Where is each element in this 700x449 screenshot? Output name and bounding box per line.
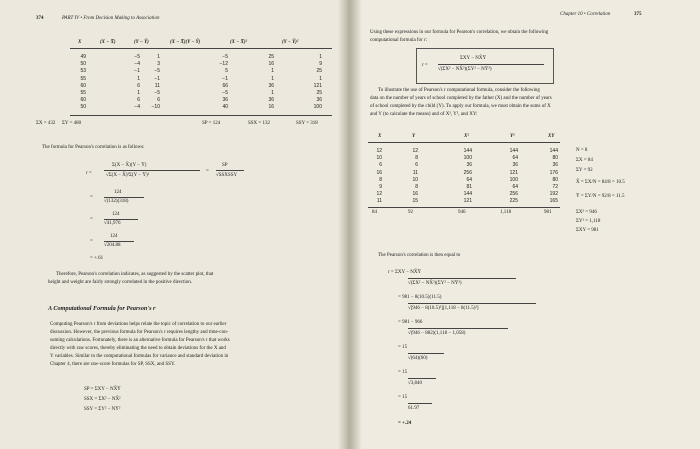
work-result: = +.24	[398, 421, 412, 426]
calc-mean-y: Ȳ = ΣY/N = 92/8 = 11.5	[576, 194, 625, 199]
right-cell-x2: 81	[466, 184, 472, 191]
right-cell-x: 10	[376, 155, 382, 162]
left-cell-dx2: 1	[271, 68, 274, 75]
left-sum-x: ΣX = 432	[36, 121, 56, 126]
left-cell-dx: −5	[134, 54, 140, 60]
step-2-eq: =	[90, 217, 93, 222]
right-total-xy: 981	[544, 210, 552, 215]
work-line-8: √(64)(60)	[408, 356, 428, 361]
left-cell-dy: −1	[154, 75, 160, 82]
right-cell-y: 6	[415, 162, 418, 169]
left-cell-dy2: 1	[319, 75, 322, 82]
calc-sum-xy: ΣXY = 981	[576, 228, 599, 233]
right-col-y	[404, 148, 418, 206]
left-table-header-dy: (Y − Ȳ)	[134, 40, 149, 45]
calc-mean-x: X̄ = ΣX/N = 84/8 = 10.5	[576, 180, 625, 185]
left-cell-prod: 5	[225, 68, 228, 75]
work-bar-3	[408, 328, 508, 329]
calc-sum-x: ΣX = 84	[576, 158, 593, 163]
right-cell-y2: 144	[509, 148, 518, 154]
left-cell-prod: 40	[222, 104, 228, 111]
left-table-rule-top	[70, 48, 332, 49]
step-3-bar	[104, 241, 134, 242]
conclusion-line-1: Therefore, Pearson's correlation indicates, as suggested by the scatter plot, that	[56, 272, 214, 277]
raw-formula-sp: SP = ΣXY − NX̄Ȳ	[84, 387, 121, 392]
right-running-head: Chapter 10 • Correlation	[560, 12, 611, 17]
step-1-den: √(132)(318)	[104, 199, 129, 204]
right-cell-x: 12	[376, 148, 382, 154]
right-cell-y2: 64	[512, 184, 518, 191]
left-cell-dx: 1	[137, 75, 140, 82]
left-cell-dy: −10	[151, 104, 160, 111]
left-cell-dx2: 1	[271, 90, 274, 97]
intro-line-2: computational formula for r:	[370, 38, 428, 43]
work-bar-4	[408, 353, 444, 354]
work-line-9: = 15	[398, 370, 408, 375]
step-2-num: 124	[112, 212, 120, 217]
work-line-3: = 981 − 8(10.5)(11.5)	[398, 295, 442, 300]
calc-n: N = 8	[576, 148, 588, 153]
left-running-head: PART IV • From Decision Making to Association	[62, 16, 160, 21]
left-cell-x: 60	[80, 82, 86, 89]
result-value: = +.61	[90, 256, 104, 261]
left-cell-dy: 11	[154, 82, 160, 89]
right-cell-x2: 256	[463, 169, 472, 176]
body-line-3: suming calculations. Fortunately, there is an alternative formula for Pearson's r that works	[50, 338, 230, 343]
right-cell-x: 9	[379, 184, 382, 191]
left-cell-prod: −5	[222, 90, 228, 97]
right-cell-x: 6	[379, 162, 382, 169]
right-cell-y: 10	[412, 176, 418, 183]
right-table-rule-top	[368, 142, 560, 143]
right-cell-xy: 80	[552, 176, 558, 183]
step-1-eq: =	[90, 195, 93, 200]
right-cell-xy: 36	[552, 162, 558, 169]
right-cell-y2: 225	[509, 198, 518, 205]
raw-formula-ssy: SSY = ΣY² − NȲ²	[84, 407, 121, 412]
right-total-y2: 1,118	[500, 210, 512, 215]
body-line-4: directly with raw scores, thereby eliminating the need to obtain deviations for the X and	[50, 346, 226, 351]
right-cell-y: 16	[412, 191, 418, 198]
formula-r-label: r =	[86, 171, 92, 176]
left-sum-ssx: SSX = 132	[248, 121, 270, 126]
right-cell-x2: 121	[463, 198, 472, 205]
step-1-bar	[104, 197, 144, 198]
right-cell-y2: 64	[512, 155, 518, 162]
step-1-num: 124	[114, 190, 122, 195]
left-cell-dy2: 100	[313, 104, 322, 111]
computational-formula-box	[416, 48, 554, 84]
left-cell-dy2: 121	[313, 82, 322, 89]
left-cell-prod: 36	[222, 97, 228, 104]
right-cell-xy: 176	[549, 169, 558, 176]
step-2-bar	[104, 219, 138, 220]
calc-sum-y2: ΣY² = 1,118	[576, 219, 601, 224]
left-cell-prod: −5	[222, 54, 228, 60]
left-cell-dx: 1	[137, 90, 140, 97]
right-cell-x2: 100	[463, 155, 472, 162]
step-3-den: √204.88	[104, 243, 121, 248]
illus-line-4: and Y (to calculate the means) and of X², Y², and XY:	[370, 112, 478, 117]
left-cell-dy2: 25	[316, 68, 322, 75]
right-cell-y: 8	[415, 184, 418, 191]
right-cell-xy: 144	[549, 148, 558, 154]
right-cell-y2: 256	[509, 191, 518, 198]
right-cell-y2: 36	[512, 162, 518, 169]
left-table-header-prod: (X − X̄)(Y − Ȳ)	[170, 40, 201, 45]
right-col-xy	[540, 148, 558, 206]
left-cell-dx2: 36	[268, 97, 274, 104]
raw-formula-ssx: SSX = ΣX² − NX̄²	[84, 397, 121, 402]
left-col-dy2	[308, 54, 322, 112]
right-cell-x: 16	[376, 169, 382, 176]
left-cell-dy: 6	[157, 97, 160, 104]
right-table-header-x2: X²	[464, 134, 469, 139]
left-cell-dy2: 9	[319, 61, 322, 68]
right-table-header-y2: Y²	[510, 134, 515, 139]
illus-line-2: data on the number of years of school completed by the father (X) and the number of years	[370, 96, 552, 101]
left-cell-dy2: 25	[316, 90, 322, 97]
illus-line-3: of school completed by the child (Y). To apply our formula, we must obtain the sums of X	[370, 104, 551, 109]
left-cell-dx2: 1	[271, 75, 274, 82]
box-formula-r: r =	[422, 63, 428, 68]
left-cell-dx: 6	[137, 82, 140, 89]
left-cell-x: 49	[80, 54, 86, 60]
formula-sp-bar	[216, 170, 244, 171]
left-table-header-x: X	[78, 40, 82, 45]
left-cell-dy: −5	[154, 90, 160, 97]
right-cell-xy: 80	[552, 155, 558, 162]
left-cell-x: 60	[80, 97, 86, 104]
left-col-dy	[146, 54, 160, 112]
left-cell-x: 53	[80, 68, 86, 75]
left-cell-dy: 3	[157, 61, 160, 68]
right-cell-x: 12	[376, 191, 382, 198]
box-formula-bar	[438, 64, 544, 65]
left-cell-dx2: 16	[268, 61, 274, 68]
formula-numerator: Σ(X − X̄)(Y − Ȳ)	[112, 163, 147, 168]
left-cell-dx: −4	[134, 61, 140, 68]
left-col-prod	[214, 54, 228, 112]
left-cell-prod: −1	[222, 75, 228, 82]
right-page	[350, 0, 700, 449]
left-table-header-dx2: (X − X̄)²	[230, 40, 248, 45]
right-cell-y2: 121	[509, 169, 518, 176]
left-cell-dx2: 16	[268, 104, 274, 111]
left-cell-prod: −12	[219, 61, 228, 68]
right-col-x2	[454, 148, 472, 206]
formula-sqrt-ss: √SSXSSY	[216, 173, 238, 178]
right-col-y2	[500, 148, 518, 206]
step-3-num: 124	[110, 234, 118, 239]
work-bar-6	[408, 403, 432, 404]
left-page-number: 374	[36, 16, 44, 21]
section-title: A Computational Formula for Pearson's r	[48, 305, 156, 312]
right-cell-xy: 72	[552, 184, 558, 191]
body-line-6: Chapter 4, there are raw-score formulas for SP, SSX, and SSY.	[50, 362, 176, 367]
right-cell-x2: 64	[466, 176, 472, 183]
book-gutter-shadow	[338, 0, 362, 449]
left-table-header-dy2: (Y − Ȳ)²	[282, 40, 299, 45]
right-col-x	[368, 148, 382, 206]
left-cell-dy2: 36	[316, 97, 322, 104]
right-cell-x2: 144	[463, 191, 472, 198]
left-cell-dx: −1	[134, 68, 140, 75]
right-total-x2: 946	[458, 210, 466, 215]
left-cell-dy2: 1	[319, 54, 322, 60]
work-bar-1	[408, 278, 516, 279]
box-formula-numerator: ΣXY − NX̄Ȳ	[460, 56, 487, 61]
conclusion-line-2: height and weight are fairly strongly correlated in the positive direction.	[48, 280, 192, 285]
body-line-5: Y variables. Similar to the computational formulas for variance and standard deviation in	[50, 354, 229, 359]
left-cell-x: 50	[80, 61, 86, 68]
right-table-header-x: X	[378, 134, 382, 139]
step-2-den: √41,976	[104, 221, 121, 226]
work-line-5: = 981 − 966	[398, 320, 423, 325]
left-sum-ssy: SSY = 318	[296, 121, 318, 126]
body-line-2: discussion. However, the previous formula for Pearson's r requires lengthy and time-con-	[50, 330, 229, 335]
formula-sp: SP	[222, 163, 228, 168]
work-line-12: 61.97	[408, 406, 420, 411]
left-cell-prod: 66	[222, 82, 228, 89]
left-cell-dx2: 36	[268, 82, 274, 89]
work-line-7: = 15	[398, 345, 408, 350]
formula-intro: The formula for Pearson's correlation is as follows:	[42, 145, 145, 150]
right-cell-x2: 144	[463, 148, 472, 154]
right-cell-y: 11	[412, 169, 418, 176]
work-line-2: √(ΣX² − NX̄²)(ΣY² − NȲ²)	[408, 281, 462, 286]
left-sum-y: ΣY = 480	[62, 121, 82, 126]
right-cell-x: 8	[379, 176, 382, 183]
right-cell-xy: 192	[549, 191, 558, 198]
illus-line-1: To illustrate the use of Pearson's r computational formula, consider the following	[378, 88, 540, 93]
corr-intro: The Pearson's correlation is then equal to	[378, 253, 461, 258]
body-line-1: Computing Pearson's r from deviations helps relate the topic of correlation to our earlier	[50, 322, 227, 327]
work-line-11: = 15	[398, 395, 408, 400]
left-page	[0, 0, 348, 449]
left-cell-x: 50	[80, 104, 86, 111]
left-table-header-dx: (X − X̄)	[100, 40, 116, 45]
left-col-x	[72, 54, 86, 112]
left-cell-dy: 1	[157, 54, 160, 60]
right-table-header-y: Y	[412, 134, 416, 139]
work-line-10: √3,840	[408, 381, 422, 386]
left-cell-x: 55	[80, 90, 86, 97]
left-cell-dx2: 25	[268, 54, 274, 60]
left-cell-dx: −4	[134, 104, 140, 111]
step-3-eq: =	[90, 239, 93, 244]
work-line-1: r = ΣXY − NX̄Ȳ	[388, 270, 422, 275]
right-cell-x: 11	[376, 198, 382, 205]
left-col-dx2	[260, 54, 274, 112]
box-formula-denominator: √(ΣX² − NX̄²)(ΣY² − NȲ²)	[438, 67, 492, 72]
right-cell-y: 12	[412, 148, 418, 154]
left-sum-sp: SP = 124	[202, 121, 221, 126]
work-line-6: √(946 − 882)(1,118 − 1,058)	[408, 331, 466, 336]
right-page-number: 375	[634, 12, 642, 17]
formula-denominator: √Σ(X − X̄)²Σ(Y − Ȳ)²	[106, 173, 150, 178]
formula-equals: =	[206, 169, 209, 174]
left-cell-x: 55	[80, 75, 86, 82]
left-cell-dx: 6	[137, 97, 140, 104]
right-cell-y: 8	[415, 155, 418, 162]
right-cell-xy: 165	[549, 198, 558, 205]
work-line-4: √[946 − 8(10.5)²][1,118 − 8(11.5)²]	[408, 306, 479, 311]
right-table-header-xy: XY	[548, 134, 555, 139]
left-cell-dy: −5	[154, 68, 160, 75]
formula-fraction-bar	[104, 170, 200, 171]
right-total-y: 92	[408, 210, 413, 215]
calc-sum-y: ΣY = 92	[576, 168, 593, 173]
right-table-rule-bottom	[368, 207, 560, 208]
left-table-rule-bottom	[70, 115, 332, 116]
work-bar-2	[408, 303, 536, 304]
right-total-x: 84	[372, 210, 377, 215]
left-col-dx	[126, 54, 140, 112]
right-cell-y2: 100	[509, 176, 518, 183]
right-cell-y: 15	[412, 198, 418, 205]
right-cell-x2: 36	[466, 162, 472, 169]
work-bar-5	[408, 378, 436, 379]
intro-line-1: Using these expressions in our formula for Pearson's correlation, we obtain the following	[370, 30, 549, 35]
calc-sum-x2: ΣX² = 946	[576, 210, 597, 215]
